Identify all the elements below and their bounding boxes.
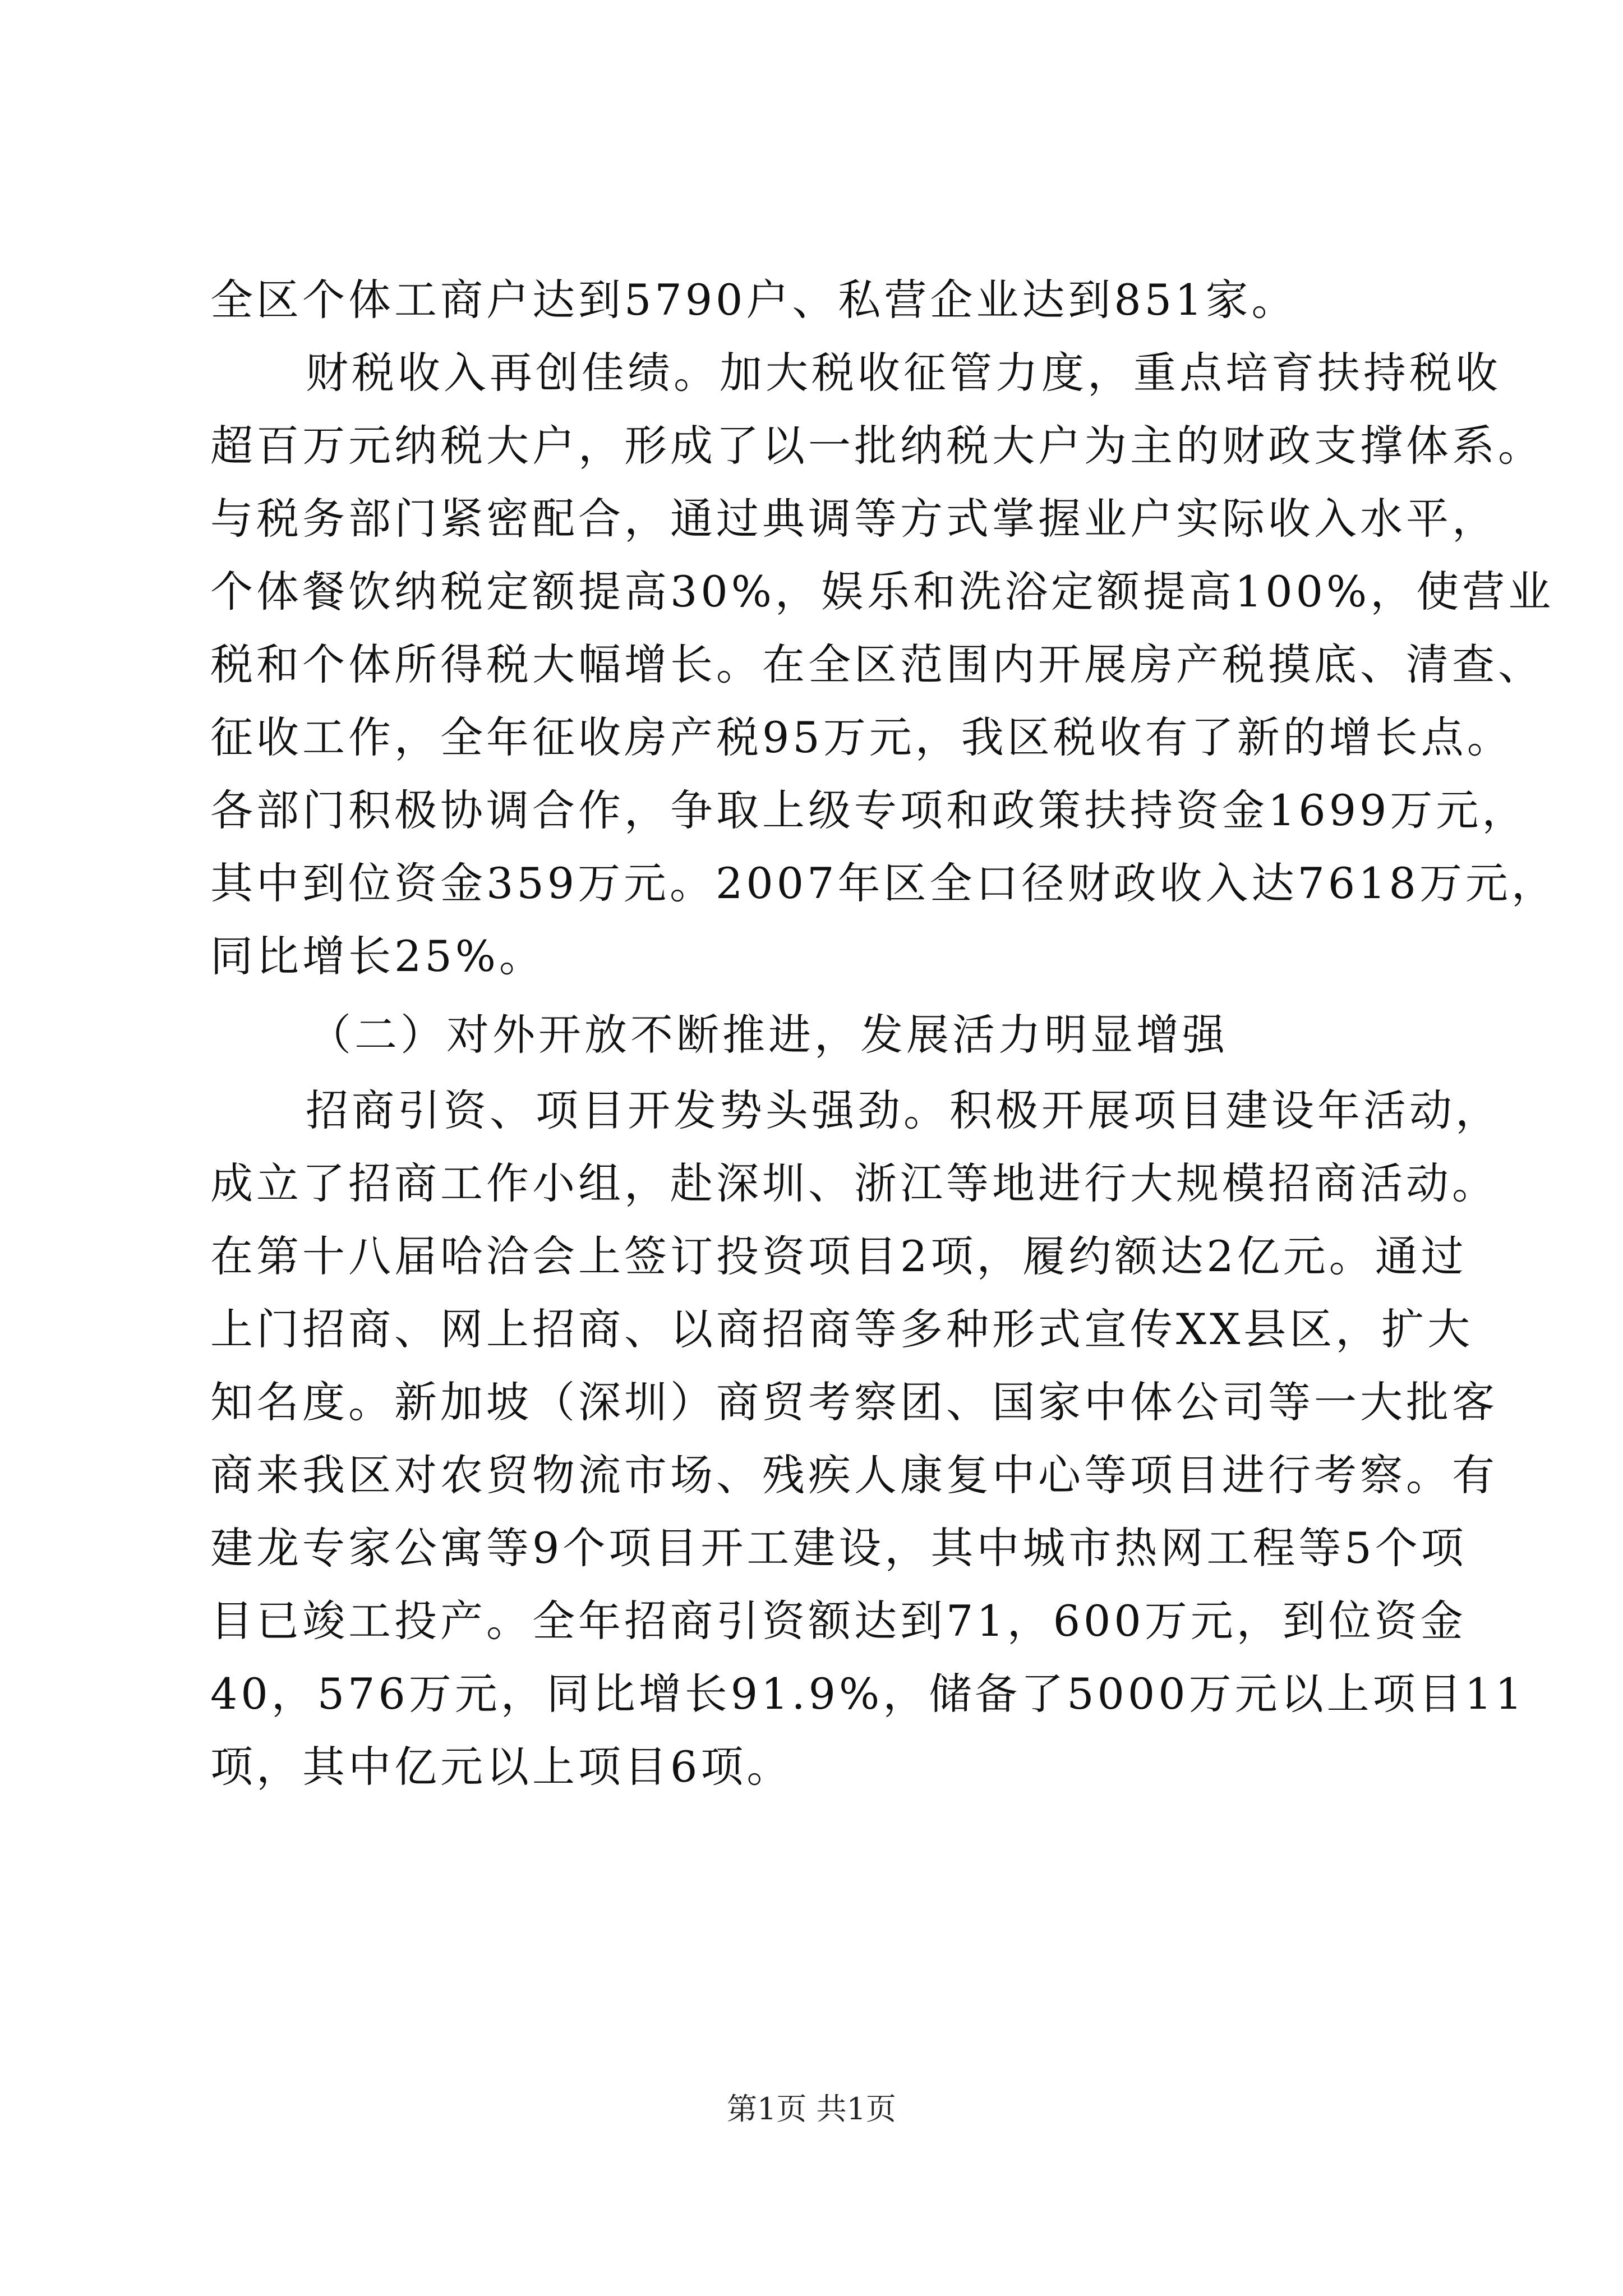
text-line-20: 40，576万元，同比增长91.9%，储备了5000万元以上项目11	[210, 1669, 1526, 1719]
text-line-15: 上门招商、网上招商、以商招商等多种形式宣传XX县区，扩大	[210, 1304, 1474, 1354]
text-line-12: 招商引资、项目开发势头强劲。积极开展项目建设年活动，	[306, 1085, 1501, 1135]
text-line-10: 同比增长25%。	[210, 931, 545, 981]
text-line-6: 税和个体所得税大幅增长。在全区范围内开展房产税摸底、清查、	[210, 639, 1544, 689]
text-line-3: 超百万元纳税大户，形成了以一批纳税大户为主的财政支撑体系。	[210, 421, 1544, 471]
text-line-14: 在第十八届哈洽会上签订投资项目2项，履约额达2亿元。通过	[210, 1231, 1467, 1281]
section-heading: （二）对外开放不断推进，发展活力明显增强	[308, 1010, 1228, 1060]
page-footer: 第1页 共1页	[727, 2091, 896, 2127]
text-line-1: 全区个体工商户达到5790户、私营企业达到851家。	[210, 275, 1298, 325]
text-line-16: 知名度。新加坡（深圳）商贸考察团、国家中体公司等一大批客	[210, 1377, 1498, 1427]
text-line-9: 其中到位资金359万元。2007年区全口径财政收入达7618万元，	[210, 858, 1557, 908]
text-line-19: 目已竣工投产。全年招商引资额达到71，600万元，到位资金	[210, 1596, 1467, 1646]
text-line-2: 财税收入再创佳绩。加大税收征管力度，重点培育扶持税收	[306, 348, 1501, 398]
text-line-18: 建龙专家公寓等9个项目开工建设，其中城市热网工程等5个项	[210, 1523, 1467, 1573]
text-line-21: 项，其中亿元以上项目6项。	[210, 1742, 793, 1792]
text-line-17: 商来我区对农贸物流市场、残疾人康复中心等项目进行考察。有	[210, 1450, 1498, 1500]
text-line-4: 与税务部门紧密配合，通过典调等方式掌握业户实际收入水平，	[210, 494, 1498, 544]
text-line-8: 各部门积极协调合作，争取上级专项和政策扶持资金1699万元，	[210, 785, 1528, 835]
text-line-5: 个体餐饮纳税定额提高30%，娱乐和洗浴定额提高100%，使营业	[210, 567, 1555, 616]
text-line-13: 成立了招商工作小组，赴深圳、浙江等地进行大规模招商活动。	[210, 1158, 1498, 1208]
text-line-7: 征收工作，全年征收房产税95万元，我区税收有了新的增长点。	[210, 712, 1513, 762]
